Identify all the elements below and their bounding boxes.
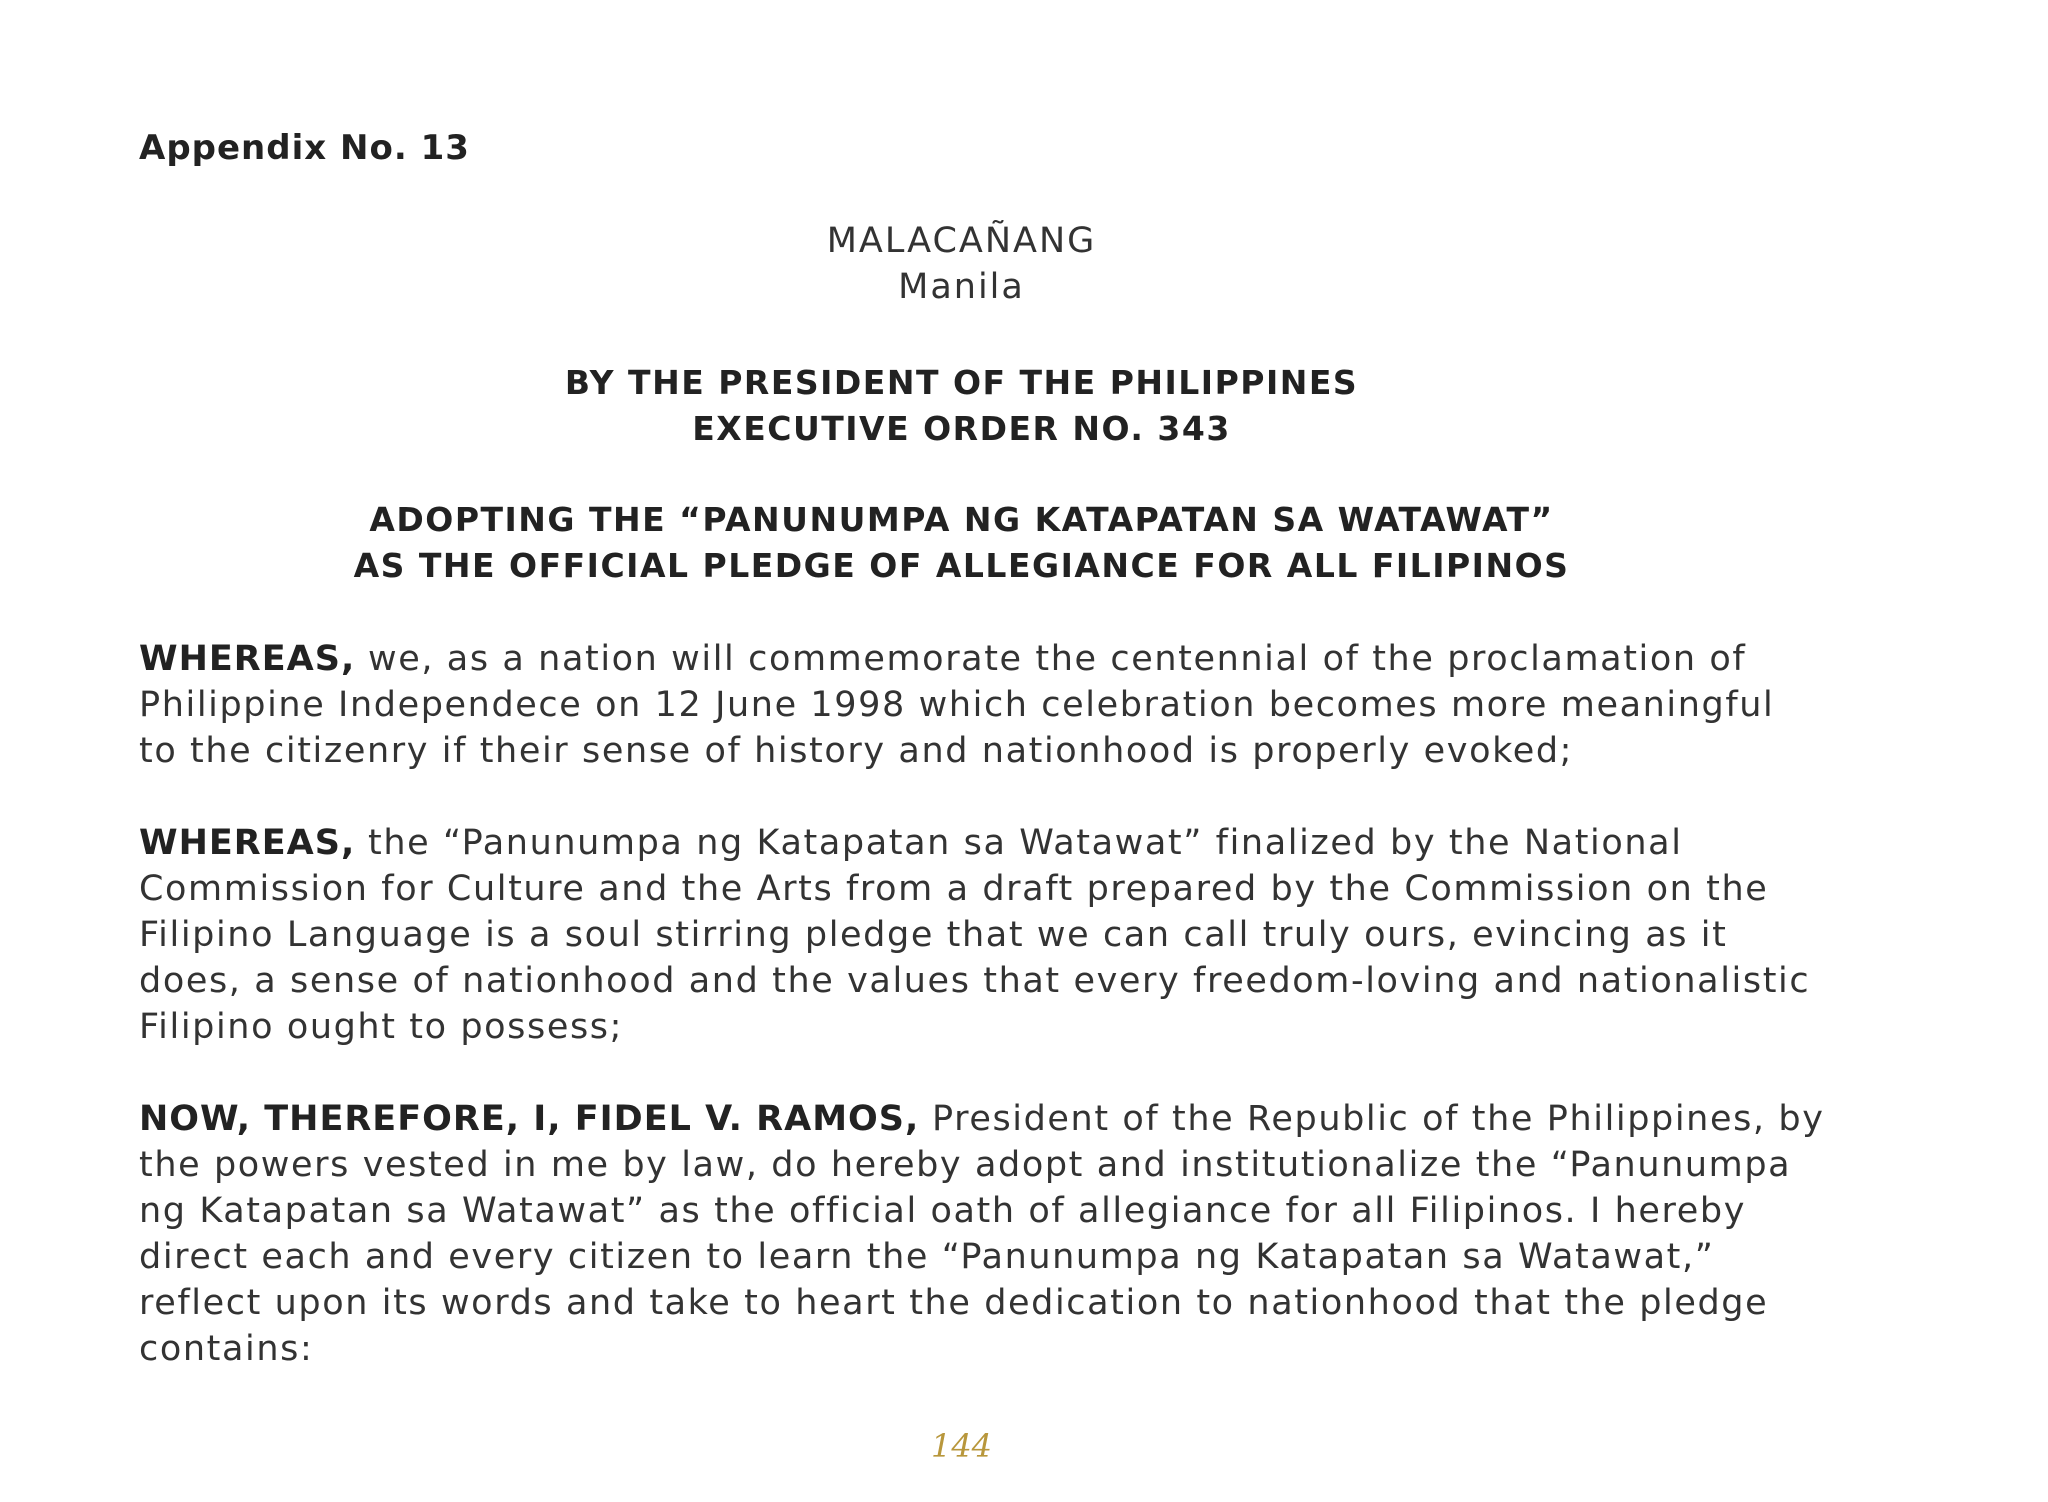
paragraph-text: the “Panunumpa ng Katapatan sa Watawat” finalized by the National <box>355 823 1683 863</box>
issuer-office: MALACAÑANG <box>826 221 1097 261</box>
issuer-city: Manila <box>898 267 1025 307</box>
whereas-paragraph-1 <box>139 636 1819 774</box>
page-number: 144 <box>930 1427 993 1465</box>
paragraph-lead: NOW, THEREFORE, I, FIDEL V. RAMOS, <box>139 1099 920 1139</box>
paragraph-line: Philippine Independece on 12 June 1998 which celebration becomes more meaningful <box>139 685 1775 725</box>
paragraph-line: direct each and every citizen to learn the “Panunumpa ng Katapatan sa Watawat,” <box>139 1237 1715 1277</box>
paragraph-line <box>139 1096 1825 1142</box>
now-therefore-paragraph <box>139 1096 1825 1372</box>
paragraph-line: does, a sense of nationhood and the values that every freedom-loving and nationalistic <box>139 961 1811 1001</box>
paragraph-line <box>139 636 1819 682</box>
paragraph-line: the powers vested in me by law, do hereby adopt and institutionalize the “Panunumpa <box>139 1145 1792 1185</box>
order-heading-line-2: EXECUTIVE ORDER NO. 343 <box>692 409 1231 448</box>
paragraph-text: President of the Republic of the Philippines, by <box>919 1099 1825 1139</box>
paragraph-line: Filipino Language is a soul stirring pledge that we can call truly ours, evincing as it <box>139 915 1728 955</box>
paragraph-text: we, as a nation will commemorate the centennial of the proclamation of <box>355 639 1747 679</box>
issuer-block <box>0 218 1923 310</box>
order-title <box>0 497 1923 589</box>
paragraph-line: Commission for Culture and the Arts from a draft prepared by the Commission on the <box>139 869 1769 909</box>
paragraph-line: reflect upon its words and take to heart the dedication to nationhood that the pledge <box>139 1283 1769 1323</box>
paragraph-line: Filipino ought to possess; <box>139 1007 624 1047</box>
paragraph-line: ng Katapatan sa Watawat” as the official oath of allegiance for all Filipinos. I hereby <box>139 1191 1747 1231</box>
order-heading-line-1: BY THE PRESIDENT OF THE PHILIPPINES <box>564 363 1359 402</box>
order-title-line-2: AS THE OFFICIAL PLEDGE OF ALLEGIANCE FOR ALL FILIPINOS <box>353 546 1570 585</box>
whereas-paragraph-2 <box>139 820 1819 1050</box>
paragraph-line <box>139 820 1819 866</box>
paragraph-line: contains: <box>139 1329 314 1369</box>
order-title-line-1: ADOPTING THE “PANUNUMPA NG KATAPATAN SA WATAWAT” <box>369 500 1554 539</box>
appendix-label: Appendix No. 13 <box>139 128 470 168</box>
paragraph-lead: WHEREAS, <box>139 639 356 679</box>
order-heading <box>0 360 1923 452</box>
paragraph-line: to the citizenry if their sense of history and nationhood is properly evoked; <box>139 731 1574 771</box>
paragraph-lead: WHEREAS, <box>139 823 356 863</box>
